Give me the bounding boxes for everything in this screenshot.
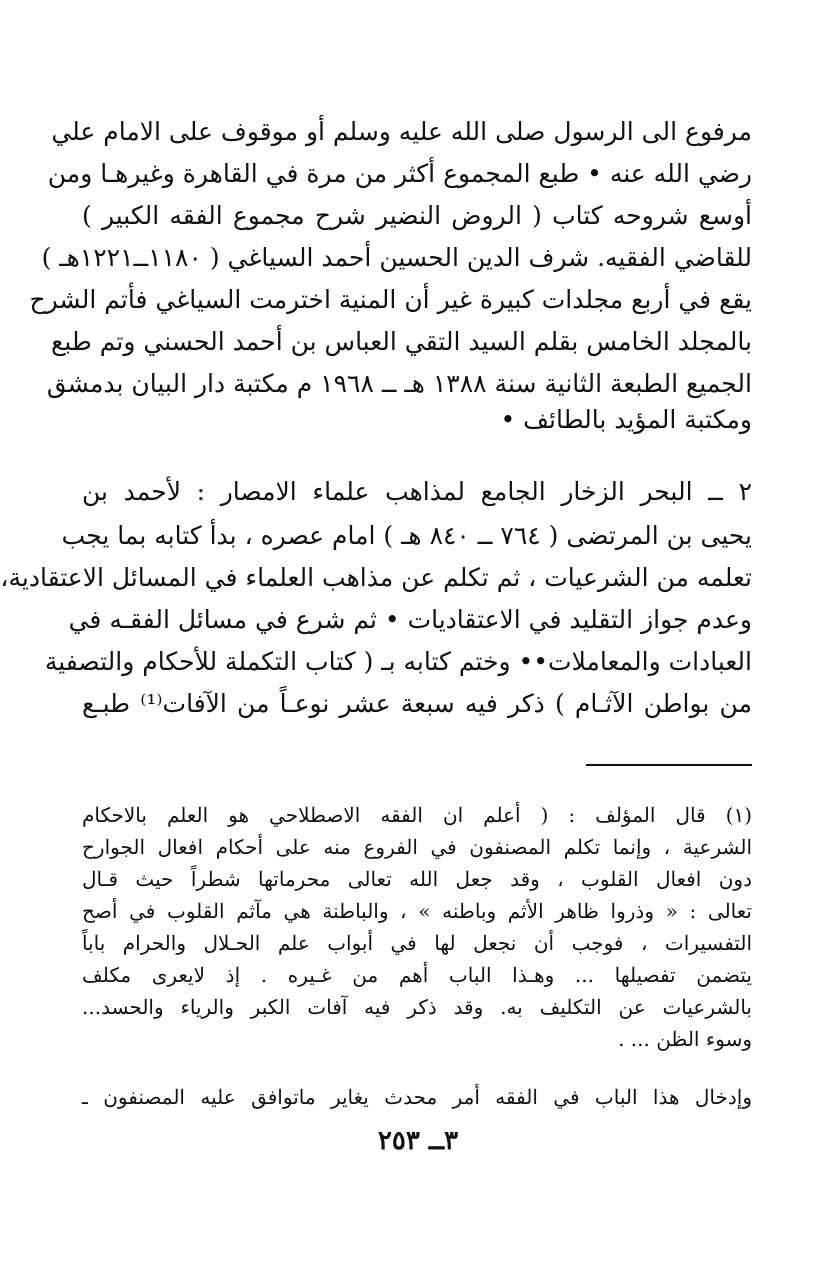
page-number: ٣ــ ٢٥٣ [377, 1126, 459, 1156]
text-line: بالمجلد الخامس بقلم السيد التقي العباس بن أحمد الحسني وتم طبع [51, 327, 752, 356]
text-line: وعدم جواز التقليد في الاعتقاديات • ثم شرع في مسائل الفقـه في [68, 605, 752, 634]
text-line: رضي الله عنه • طبع المجموع أكثر من مرة في القاهرة وغيرهـا ومن [47, 159, 752, 188]
text-line: يقع في أربع مجلدات كبيرة غير أن المنية اخترمت السياغي فأتم الشرح [29, 285, 752, 314]
text-line: مرفوع الى الرسول صلى الله عليه وسلم أو موقوف على الامام علي [51, 117, 752, 146]
footnote-line: (١) قال المؤلف : ( أعلم ان الفقه الاصطلاحي هو العلم بالاحكام [82, 803, 752, 827]
text-line: يحيى بن المرتضى ( ٧٦٤ ــ ٨٤٠ هـ ) امام عصره ، بدأ كتابه بما يجب [61, 521, 752, 550]
text-line: أوسع شروحه كتاب ( الروض النضير شرح مجموع الفقه الكبير ) [82, 201, 752, 230]
footnote-line: وسوء الظن ... . [618, 1027, 752, 1051]
text-line: الجميع الطبعة الثانية سنة ١٣٨٨ هـ ــ ١٩٦٨ م مكتبة دار البيان بدمشق [46, 369, 752, 398]
text-line: ومكتبة المؤيد بالطائف • [500, 405, 752, 434]
footnote-line: تعالى : « وذروا ظاهر الأثم وباطنه » ، والباطنة هي مآثم القلوب في أصح [82, 899, 752, 923]
footnote-separator [586, 764, 752, 766]
text-line: من بواطن الآثـام ) ذكر فيه سبعة عشر نوعـاً من الآفات⁽¹⁾ طبـع [82, 689, 752, 718]
text-line: العبادات والمعاملات•• وختم كتابه بـ ( كتاب التكملة للأحكام والتصفية [44, 647, 752, 676]
text-line: للقاضي الفقيه. شرف الدين الحسين أحمد السياغي ( ١١٨٠ــ١٢٢١هـ ) [41, 243, 752, 272]
text-line: ٢ ــ البحر الزخار الجامع لمذاهب علماء الامصار : لأحمد بن [82, 477, 752, 506]
footnote-line: التفسيرات ، فوجب أن نجعل لها في أبواب علم الحـلال والحرام باباً [82, 931, 752, 955]
footnote-line: الشرعية ، وإنما تكلم المصنفون في الفروع منه على أحكام افعال الجوارح [82, 835, 753, 859]
footnote-line: دون افعال القلوب ، وقد جعل الله تعالى محرماتها شطراً حيث قـال [82, 867, 752, 891]
text-line: تعلمه من الشرعيات ، ثم تكلم عن مذاهب العلماء في المسائل الاعتقادية، [0, 563, 752, 592]
footnote-line: يتضمن تفصيلها ... وهـذا الباب أهم من غـيره . إذ لايعرى مكلف [82, 963, 752, 987]
footnote-continuation: وإدخال هذا الباب في الفقه أمر محدث يغاير ماتوافق عليه المصنفون ـ [82, 1085, 752, 1109]
footnote-line: بالشرعيات عن التكليف به. وقد ذكر فيه آفات الكبر والرياء والحسد... [82, 995, 752, 1019]
